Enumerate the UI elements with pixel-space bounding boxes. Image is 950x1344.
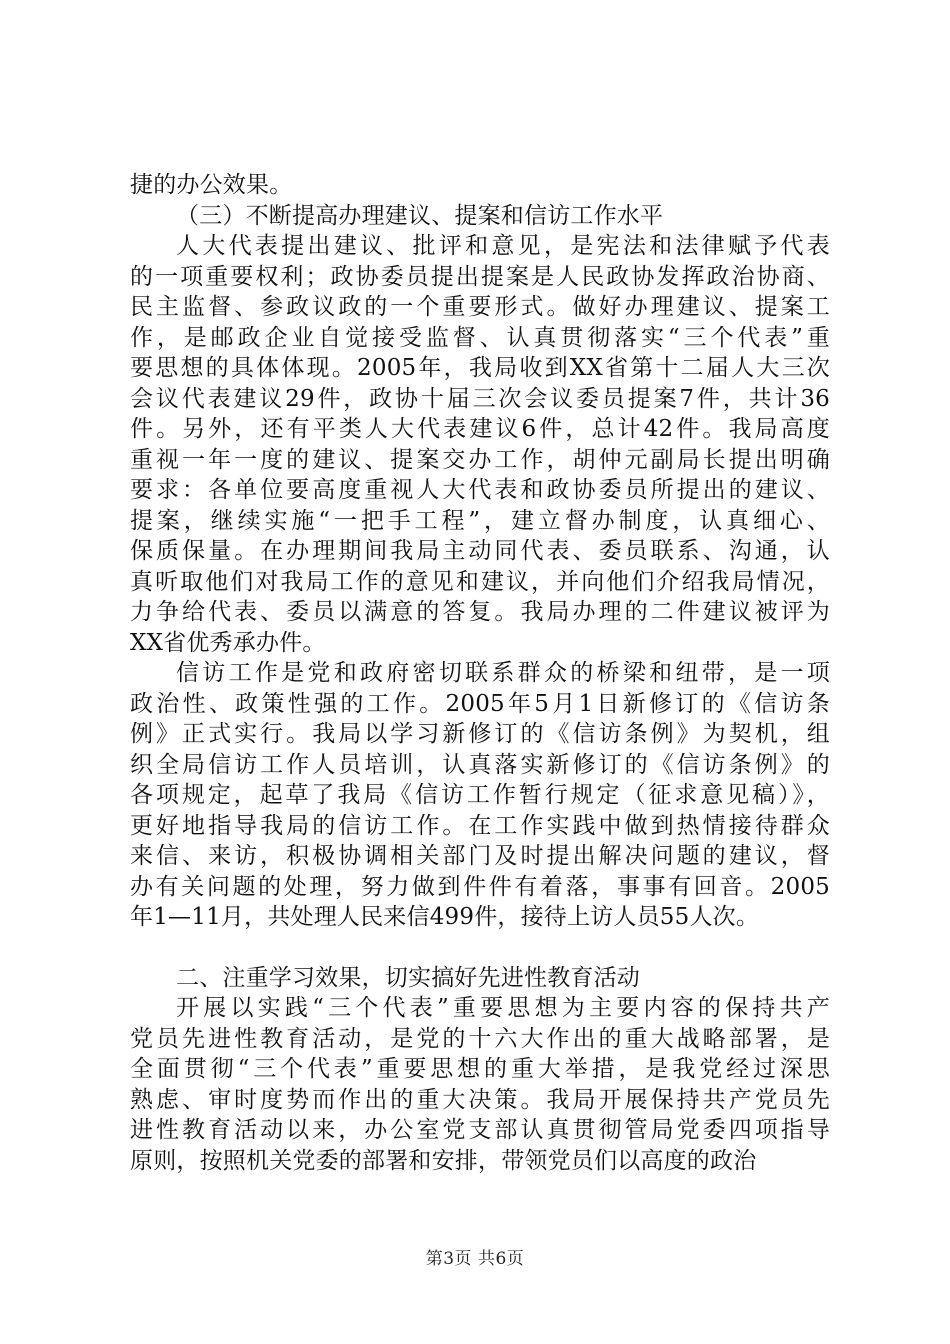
- text-line: 办有关问题的处理，努力做到件件有着落，事事有回音。2005: [130, 873, 830, 900]
- text-line: 提案，继续实施“一把手工程”，建立督办制度，认真细心、: [130, 507, 830, 534]
- text-line: 全面贯彻“三个代表”重要思想的重大举措，是我党经过深思: [130, 1056, 830, 1082]
- text-line: 保质保量。在办理期间我局主动同代表、委员联系、沟通，认: [130, 538, 830, 564]
- paragraph-petitions: [130, 658, 830, 933]
- text-line: 党员先进性教育活动，是党的十六大作出的重大战略部署，是: [130, 1025, 830, 1052]
- text-line: 更好地指导我局的信访工作。在工作实践中做到热情接待群众: [130, 812, 830, 839]
- text-line: 件。另外，还有平类人大代表建议6件，总计42件。我局高度: [130, 416, 830, 442]
- paragraph-continuation: [130, 170, 830, 201]
- text-line: 的一项重要权利；政协委员提出提案是人民政协发挥政治协商、: [130, 263, 830, 290]
- text-line: XX省优秀承办件。: [130, 629, 326, 656]
- text-line: 政治性、政策性强的工作。2005年5月1日新修订的《信访条: [130, 690, 830, 717]
- text-line: 民主监督、参政议政的一个重要形式。做好办理建议、提案工: [130, 294, 830, 320]
- text-line: 各项规定，起草了我局《信访工作暂行规定（征求意见稿）》，: [130, 782, 830, 808]
- text-line: 人大代表提出建议、批评和意见，是宪法和法律赋予代表: [176, 233, 830, 259]
- paragraph-education: [130, 993, 830, 1176]
- text-line: 熟虑、审时度势而作出的重大决策。我局开展保持共产党员先: [130, 1086, 830, 1113]
- text-line: 二、注重学习效果，切实搞好先进性教育活动: [176, 964, 640, 991]
- text-line: 开展以实践“三个代表”重要思想为主要内容的保持共产: [176, 995, 830, 1021]
- text-line: 要求：各单位要高度重视人大代表和政协委员所提出的建议、: [130, 477, 830, 503]
- text-line: 作，是邮政企业自觉接受监督、认真贯彻落实“三个代表”重: [130, 324, 830, 351]
- text-line: 真听取他们对我局工作的意见和建议，并向他们介绍我局情况，: [130, 568, 830, 595]
- text-line: 来信、来访，积极协调相关部门及时提出解决问题的建议，督: [130, 843, 830, 869]
- page-number-footer: 第3页 共6页: [425, 1249, 525, 1269]
- text-line: 进性教育活动以来，办公室党支部认真贯彻管局党委四项指导: [130, 1117, 830, 1143]
- text-line: 信访工作是党和政府密切联系群众的桥梁和纽带，是一项: [176, 660, 830, 686]
- text-line: （三）不断提高办理建议、提案和信访工作水平: [176, 202, 664, 229]
- paragraph-proposals: [130, 231, 830, 658]
- text-line: 重视一年一度的建议、提案交办工作，胡仲元副局长提出明确: [130, 446, 830, 473]
- text-line: 织全局信访工作人员培训，认真落实新修订的《信访条例》的: [130, 751, 830, 778]
- text-line: 力争给代表、委员以满意的答复。我局办理的二件建议被评为: [130, 599, 830, 625]
- text-line: 会议代表建议29件，政协十届三次会议委员提案7件，共计36: [130, 385, 830, 412]
- text-line: 原则，按照机关党委的部署和安排，带领党员们以高度的政治: [130, 1147, 757, 1174]
- heading-part-2: [130, 963, 830, 994]
- text-line: 年1—11月，共处理人民来信499件，接待上访人员55人次。: [130, 904, 760, 930]
- text-line: 例》正式实行。我局以学习新修订的《信访条例》为契机，组: [130, 721, 830, 747]
- heading-section-3: [130, 201, 830, 232]
- text-line: 要思想的具体体现。2005年，我局收到XX省第十二届人大三次: [130, 355, 830, 381]
- text-line: 捷的办公效果。: [130, 172, 293, 198]
- document-body: [130, 170, 830, 1176]
- paragraph-spacer: [130, 933, 830, 963]
